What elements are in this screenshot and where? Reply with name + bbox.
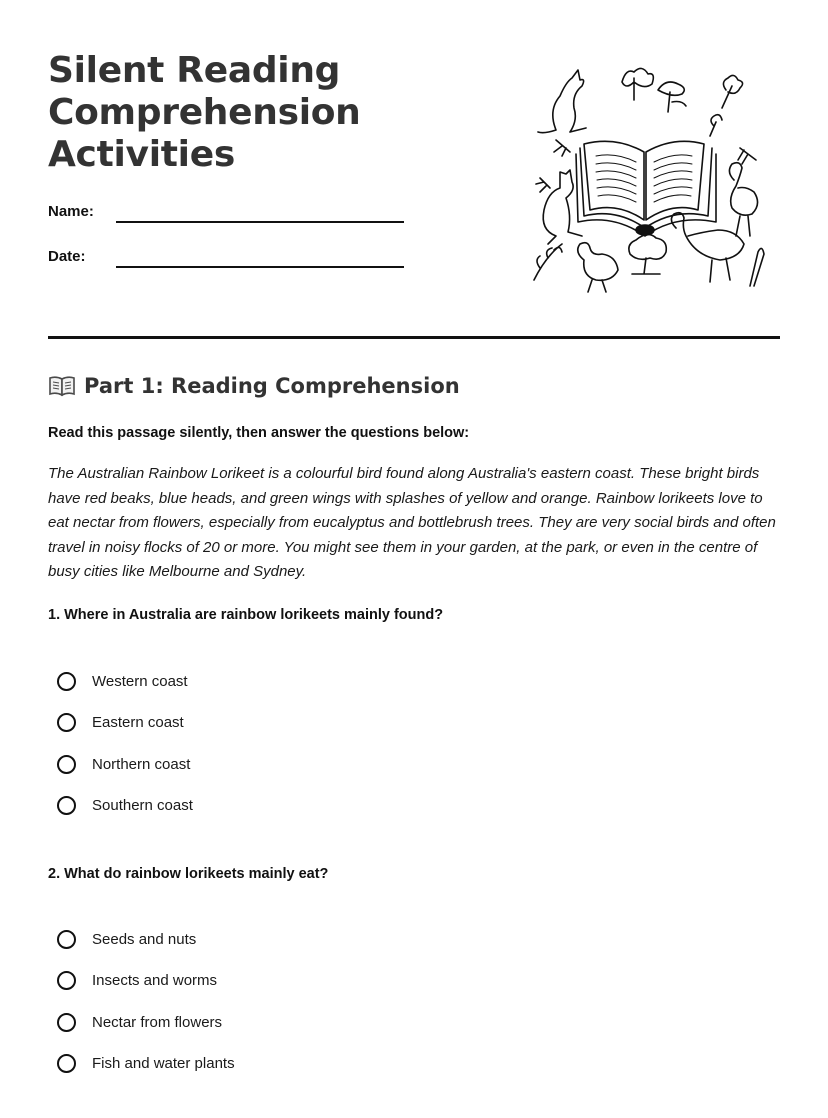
answer-option[interactable] bbox=[57, 702, 457, 743]
answer-option-label: Eastern coast bbox=[92, 714, 184, 732]
open-book-illustration bbox=[576, 141, 716, 236]
name-field[interactable] bbox=[48, 199, 408, 229]
name-label: Name: bbox=[48, 203, 94, 220]
answer-option[interactable] bbox=[57, 960, 457, 1001]
answer-option[interactable] bbox=[57, 744, 457, 785]
answer-option-label: Seeds and nuts bbox=[92, 931, 197, 949]
worksheet-title bbox=[48, 50, 361, 176]
answer-option[interactable] bbox=[57, 1002, 457, 1043]
radio-button[interactable] bbox=[57, 1013, 76, 1032]
radio-button[interactable] bbox=[57, 713, 76, 732]
title-line: Silent Reading bbox=[48, 50, 341, 91]
radio-button[interactable] bbox=[57, 672, 76, 691]
answer-option-label: Nectar from flowers bbox=[92, 1013, 223, 1031]
date-write-line[interactable] bbox=[116, 266, 404, 268]
title-line: Comprehension bbox=[48, 92, 361, 133]
answer-option[interactable] bbox=[57, 1043, 457, 1084]
date-label: Date: bbox=[48, 248, 86, 265]
radio-button[interactable] bbox=[57, 796, 76, 815]
book-with-australian-animals-icon bbox=[526, 60, 766, 296]
reading-instruction: Read this passage silently, then answer the questions below: bbox=[48, 425, 470, 441]
open-book-icon bbox=[48, 375, 76, 397]
date-field[interactable] bbox=[48, 244, 408, 274]
answer-option[interactable] bbox=[57, 919, 457, 960]
answer-option-label: Western coast bbox=[92, 673, 188, 691]
name-write-line[interactable] bbox=[116, 221, 404, 223]
radio-button[interactable] bbox=[57, 755, 76, 774]
part1-heading-text: Part 1: Reading Comprehension bbox=[84, 374, 460, 398]
answer-option[interactable] bbox=[57, 785, 457, 826]
question-1: 1. Where in Australia are rainbow lorikeets mainly found? bbox=[48, 607, 444, 623]
question-2-options bbox=[57, 919, 457, 1084]
section-divider bbox=[48, 336, 780, 339]
answer-option-label: Insects and worms bbox=[92, 972, 218, 990]
question-1-options bbox=[57, 661, 457, 826]
question-2: 2. What do rainbow lorikeets mainly eat? bbox=[48, 866, 329, 882]
radio-button[interactable] bbox=[57, 1054, 76, 1073]
answer-option-label: Northern coast bbox=[92, 755, 191, 773]
reading-passage: The Australian Rainbow Lorikeet is a colourful bird found along Australia's eastern coast. These bright birds have red beaks, blue heads, and green wings with splashes of yellow and orange. Rainbow lorikeets love to eat nectar from flowers, especially from eucalyptus and bottlebrush trees. They are very social birds and often travel in noisy flocks of 20 or more. You might see them in your garden, at the park, or even in the centre of busy cities like Melbourne and Sydney. bbox=[48, 465, 776, 580]
radio-button[interactable] bbox=[57, 971, 76, 990]
answer-option-label: Fish and water plants bbox=[92, 1055, 235, 1073]
part1-heading bbox=[48, 374, 460, 398]
title-line: Activities bbox=[48, 134, 235, 175]
radio-button[interactable] bbox=[57, 930, 76, 949]
answer-option[interactable] bbox=[57, 661, 457, 702]
answer-option-label: Southern coast bbox=[92, 797, 193, 815]
